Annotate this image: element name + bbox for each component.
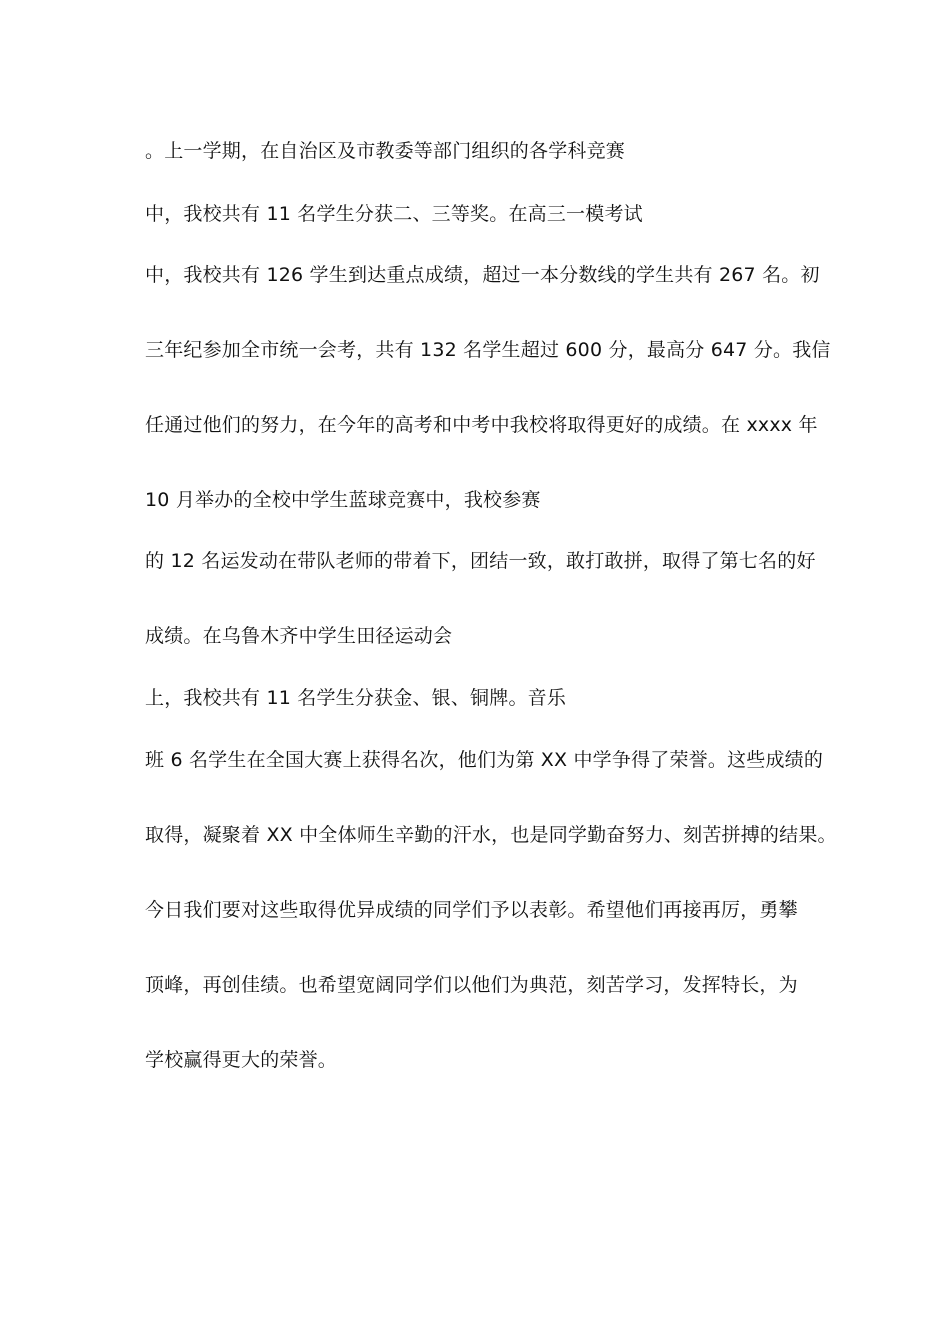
text-line-8: 成绩。在乌鲁木齐中学生田径运动会 [145,625,453,647]
text-line-6: 10 月举办的全校中学生蓝球竞赛中，我校参赛 [145,489,541,511]
text-line-7: 的 12 名运发动在带队老师的带着下，团结一致，敢打敢拼，取得了第七名的好 [145,550,816,572]
text-line-5: 任通过他们的努力，在今年的高考和中考中我校将取得更好的成绩。在 xxxx 年 [145,414,818,436]
text-line-4: 三年纪参加全市统一会考，共有 132 名学生超过 600 分，最高分 647 分。我信 [145,339,831,361]
text-line-2: 中，我校共有 11 名学生分获二、三等奖。在高三一模考试 [145,203,643,225]
text-line-3: 中，我校共有 126 学生到达重点成绩，超过一本分数线的学生共有 267 名。初 [145,264,820,286]
text-line-1: 。上一学期，在自治区及市教委等部门组织的各学科竞赛 [145,140,626,162]
text-line-13: 顶峰，再创佳绩。也希望宽阔同学们以他们为典范，刻苦学习，发挥特长，为 [145,974,798,996]
text-line-9: 上，我校共有 11 名学生分获金、银、铜牌。音乐 [145,687,567,709]
text-line-10: 班 6 名学生在全国大赛上获得名次，他们为第 XX 中学争得了荣誉。这些成绩的 [145,749,824,771]
text-line-12: 今日我们要对这些取得优异成绩的同学们予以表彰。希望他们再接再厉，勇攀 [145,899,798,921]
text-line-14: 学校赢得更大的荣誉。 [145,1049,338,1071]
text-line-11: 取得，凝聚着 XX 中全体师生辛勤的汗水，也是同学勤奋努力、刻苦拼搏的结果。 [145,824,837,846]
